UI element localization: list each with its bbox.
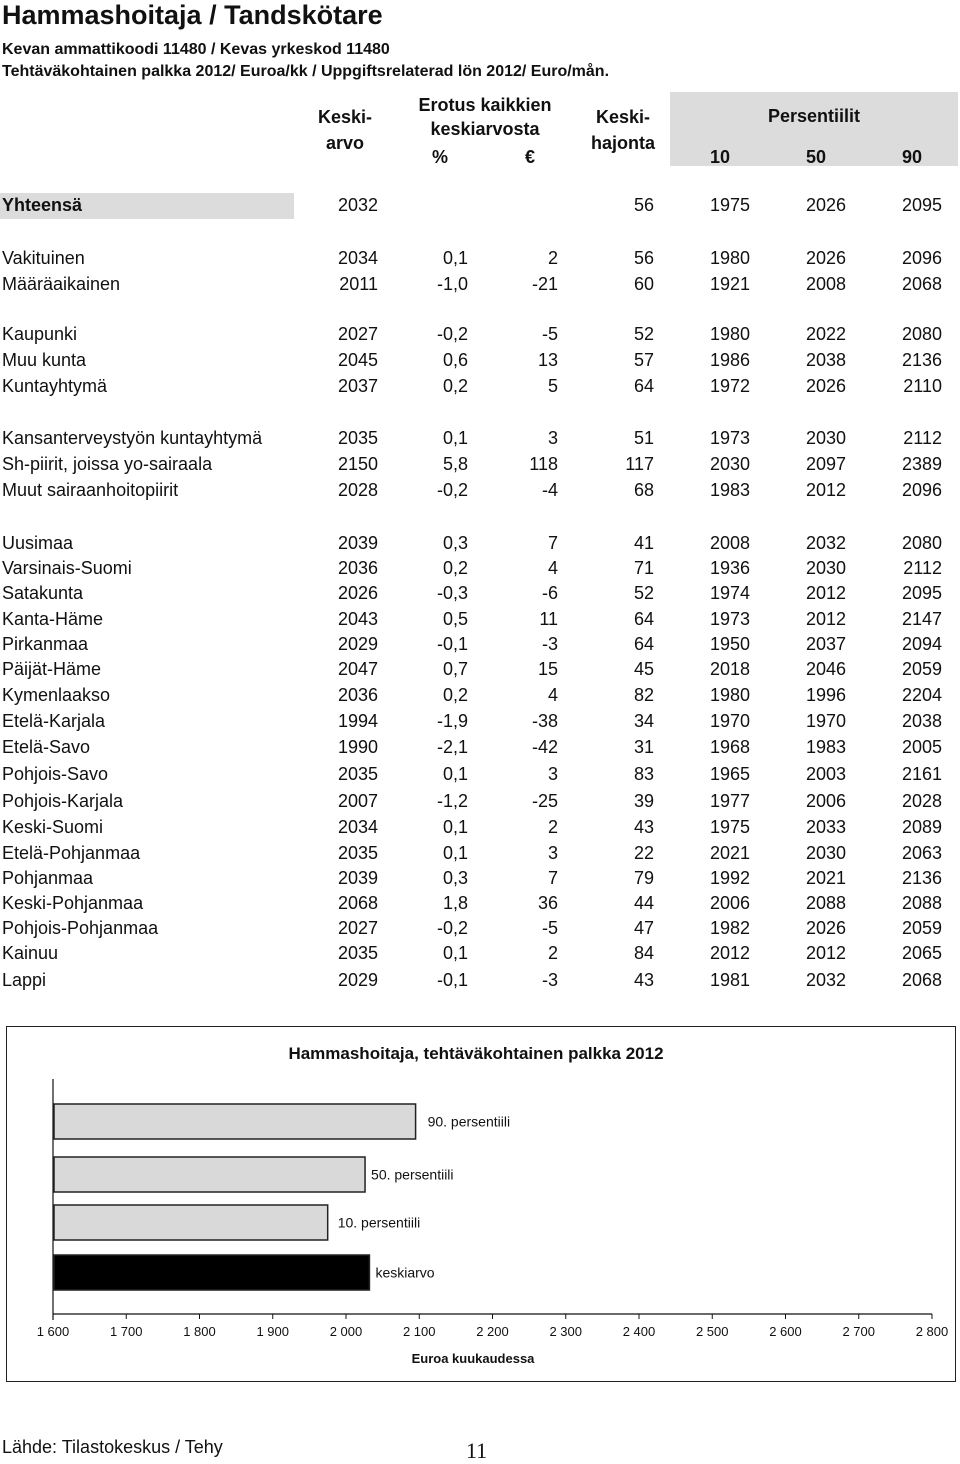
row-label: Kanta-Häme — [2, 609, 104, 629]
mean-cell: 2029 — [337, 634, 378, 654]
diff-percent-cell: -0,2 — [436, 918, 468, 938]
x-axis-label: Euroa kuukaudessa — [411, 1351, 535, 1366]
sd-cell: 43 — [633, 970, 654, 990]
row-label: Uusimaa — [2, 533, 74, 553]
diff-euro-cell: 118 — [529, 454, 558, 474]
page-number: 11 — [466, 1438, 488, 1463]
table-row — [0, 607, 960, 631]
mean-cell: 2039 — [337, 533, 378, 553]
x-tick-label-8: 2 400 — [622, 1324, 656, 1339]
x-tick-label-3: 1 900 — [256, 1324, 290, 1339]
p50-cell: 2012 — [805, 609, 846, 629]
p50-cell: 2012 — [805, 943, 846, 963]
table-row — [0, 478, 960, 502]
diff-euro-cell: -5 — [541, 324, 558, 344]
bar-label-1: 50. persentiili — [371, 1166, 454, 1183]
diff-percent-cell: 0,3 — [442, 533, 468, 553]
row-label: Vakituinen — [2, 248, 85, 268]
p50-cell: 2088 — [805, 893, 846, 913]
diff-euro-cell: 7 — [547, 868, 558, 888]
bar-1 — [54, 1157, 365, 1192]
diff-percent-cell: 0,2 — [442, 685, 468, 705]
header-mean-line1: Keski- — [317, 107, 373, 127]
diff-percent-cell: 0,2 — [442, 376, 468, 396]
row-label: Kuntayhtymä — [2, 376, 108, 396]
diff-euro-cell: 2 — [547, 248, 558, 268]
p90-cell: 2094 — [901, 634, 942, 654]
row-label: Muu kunta — [2, 350, 87, 370]
table-row — [0, 322, 960, 346]
p90-cell: 2147 — [901, 609, 942, 629]
diff-euro-cell: 36 — [537, 893, 558, 913]
header-p90: 90 — [901, 147, 922, 167]
p90-cell: 2005 — [901, 737, 942, 757]
p50-cell: 2026 — [805, 918, 846, 938]
row-label: Satakunta — [2, 583, 84, 603]
p90-cell: 2136 — [901, 350, 942, 370]
diff-euro-cell: 2 — [547, 943, 558, 963]
sd-cell: 56 — [633, 195, 654, 215]
p50-cell: 2026 — [805, 248, 846, 268]
diff-percent-cell: -1,9 — [436, 711, 468, 731]
total-row — [0, 193, 960, 217]
sd-cell: 45 — [633, 659, 654, 679]
diff-euro-cell: -3 — [541, 970, 558, 990]
p50-cell: 2032 — [805, 533, 846, 553]
mean-cell: 2034 — [337, 817, 378, 837]
sd-cell: 44 — [633, 893, 654, 913]
p50-cell: 2030 — [805, 558, 846, 578]
sd-cell: 52 — [633, 324, 654, 344]
mean-cell: 2011 — [339, 274, 378, 294]
p10-cell: 1970 — [709, 711, 750, 731]
diff-percent-cell: 0,7 — [442, 659, 468, 679]
table-row — [0, 866, 960, 890]
mean-cell: 1994 — [337, 711, 378, 731]
row-label: Päijät-Häme — [2, 659, 102, 679]
diff-euro-cell: -6 — [541, 583, 558, 603]
p10-cell: 1973 — [709, 428, 750, 448]
sd-cell: 117 — [625, 454, 654, 474]
mean-cell: 2036 — [337, 685, 378, 705]
p10-cell: 1975 — [709, 195, 750, 215]
sd-cell: 22 — [633, 843, 654, 863]
p50-cell: 2012 — [805, 480, 846, 500]
diff-euro-cell: -5 — [541, 918, 558, 938]
table-row — [0, 815, 960, 839]
diff-percent-cell: 0,1 — [442, 428, 468, 448]
header-diff-euro: € — [524, 147, 535, 167]
p50-cell: 2030 — [805, 428, 846, 448]
sd-cell: 39 — [633, 791, 654, 811]
diff-percent-cell: 1,8 — [442, 893, 468, 913]
diff-euro-cell: -21 — [531, 274, 558, 294]
diff-percent-cell: 0,3 — [442, 868, 468, 888]
x-tick-label-7: 2 300 — [549, 1324, 583, 1339]
p90-cell: 2065 — [901, 943, 942, 963]
bar-label-2: 10. persentiili — [337, 1214, 421, 1231]
mean-cell: 1990 — [337, 737, 378, 757]
p50-cell: 2021 — [805, 868, 846, 888]
sd-cell: 56 — [633, 248, 654, 268]
table-row — [0, 891, 960, 915]
mean-cell: 2035 — [337, 764, 378, 784]
header-diff-percent: % — [431, 147, 448, 167]
mean-cell: 2047 — [337, 659, 378, 679]
diff-percent-cell: 0,1 — [442, 943, 468, 963]
x-tick-label-4: 2 000 — [329, 1324, 363, 1339]
header-p10: 10 — [709, 147, 730, 167]
p10-cell: 2008 — [709, 533, 750, 553]
diff-percent-cell: -0,2 — [436, 480, 468, 500]
p90-cell: 2095 — [901, 195, 942, 215]
diff-euro-cell: 3 — [547, 428, 558, 448]
sd-cell: 52 — [633, 583, 654, 603]
row-label: Pohjois-Savo — [2, 764, 109, 784]
diff-percent-cell: -0,1 — [436, 634, 468, 654]
p90-cell: 2389 — [901, 454, 942, 474]
p10-cell: 1972 — [709, 376, 750, 396]
row-label: Keski-Pohjanmaa — [2, 893, 144, 913]
p50-cell: 1970 — [805, 711, 846, 731]
diff-percent-cell: -0,2 — [436, 324, 468, 344]
header-mean-line2: arvo — [325, 133, 365, 153]
p90-cell: 2204 — [901, 685, 942, 705]
row-label: Pohjois-Karjala — [2, 791, 124, 811]
header-sd-line1: Keski- — [595, 107, 651, 127]
row-label: Kainuu — [2, 943, 59, 963]
mean-cell: 2035 — [337, 943, 378, 963]
table-row — [0, 452, 960, 476]
table-row — [0, 426, 960, 450]
p50-cell: 2037 — [805, 634, 846, 654]
mean-cell: 2045 — [337, 350, 378, 370]
p50-cell: 1996 — [805, 685, 846, 705]
mean-cell: 2032 — [337, 195, 378, 215]
diff-percent-cell: -0,1 — [436, 970, 468, 990]
header-diff-line1: Erotus kaikkien — [418, 95, 552, 115]
x-tick-label-11: 2 700 — [842, 1324, 876, 1339]
p90-cell: 2068 — [901, 274, 942, 294]
mean-cell: 2007 — [337, 791, 378, 811]
diff-percent-cell: -2,1 — [436, 737, 468, 757]
x-tick-label-12: 2 800 — [915, 1324, 949, 1339]
page-subtitle-code: Kevan ammattikoodi 11480 / Kevas yrkeskod 11480 — [2, 41, 390, 58]
diff-euro-cell: 4 — [547, 685, 558, 705]
table-row — [0, 683, 960, 707]
p50-cell: 1983 — [805, 737, 846, 757]
header-sd-line2: hajonta — [590, 133, 655, 153]
p90-cell: 2112 — [903, 558, 942, 578]
table-row — [0, 968, 960, 992]
diff-percent-cell: -0,3 — [436, 583, 468, 603]
p50-cell: 2030 — [805, 843, 846, 863]
p90-cell: 2038 — [901, 711, 942, 731]
diff-percent-cell: 0,1 — [442, 843, 468, 863]
diff-percent-cell: -1,2 — [436, 791, 468, 811]
p50-cell: 2046 — [805, 659, 846, 679]
diff-euro-cell: 11 — [539, 609, 558, 629]
p10-cell: 1983 — [709, 480, 750, 500]
sd-cell: 64 — [633, 634, 654, 654]
p10-cell: 2018 — [709, 659, 750, 679]
x-tick-label-1: 1 700 — [109, 1324, 143, 1339]
sd-cell: 84 — [633, 943, 654, 963]
p10-cell: 1981 — [709, 970, 750, 990]
p10-cell: 1950 — [709, 634, 750, 654]
p50-cell: 2038 — [805, 350, 846, 370]
p10-cell: 1980 — [709, 685, 750, 705]
sd-cell: 64 — [633, 609, 654, 629]
p90-cell: 2095 — [901, 583, 942, 603]
row-label: Pohjois-Pohjanmaa — [2, 918, 159, 938]
p90-cell: 2059 — [901, 659, 942, 679]
diff-euro-cell: 2 — [547, 817, 558, 837]
source-note: Lähde: Tilastokeskus / Tehy — [2, 1437, 223, 1457]
chart-frame — [6, 1026, 956, 1382]
sd-cell: 82 — [633, 685, 654, 705]
sd-cell: 31 — [633, 737, 654, 757]
sd-cell: 47 — [633, 918, 654, 938]
diff-percent-cell: 0,1 — [442, 764, 468, 784]
sd-cell: 34 — [633, 711, 654, 731]
diff-euro-cell: 3 — [547, 764, 558, 784]
table-row — [0, 632, 960, 656]
p90-cell: 2088 — [901, 893, 942, 913]
page-subtitle-unit: Tehtäväkohtainen palkka 2012/ Euroa/kk / Uppgiftsrelaterad lön 2012/ Euro/mån. — [2, 63, 610, 80]
sd-cell: 79 — [633, 868, 654, 888]
sd-cell: 41 — [633, 533, 654, 553]
diff-euro-cell: 15 — [537, 659, 558, 679]
mean-cell: 2039 — [337, 868, 378, 888]
table-row — [0, 789, 960, 813]
p50-cell: 2033 — [805, 817, 846, 837]
bar-label-3: keskiarvo — [375, 1264, 435, 1281]
diff-percent-cell: 0,5 — [442, 609, 468, 629]
sd-cell: 68 — [633, 480, 654, 500]
sd-cell: 83 — [633, 764, 654, 784]
row-label: Kymenlaakso — [2, 685, 111, 705]
p10-cell: 1992 — [709, 868, 750, 888]
p10-cell: 1974 — [709, 583, 750, 603]
p90-cell: 2096 — [901, 480, 942, 500]
p50-cell: 2026 — [805, 195, 846, 215]
row-label: Yhteensä — [2, 195, 83, 215]
table-row — [0, 272, 960, 296]
p50-cell: 2097 — [805, 454, 846, 474]
mean-cell: 2028 — [337, 480, 378, 500]
mean-cell: 2037 — [337, 376, 378, 396]
mean-cell: 2035 — [337, 843, 378, 863]
row-label: Varsinais-Suomi — [2, 558, 132, 578]
p90-cell: 2080 — [901, 324, 942, 344]
diff-percent-cell: -1,0 — [436, 274, 468, 294]
bar-label-0: 90. persentiili — [427, 1113, 511, 1130]
p10-cell: 1986 — [709, 350, 750, 370]
p10-cell: 2021 — [709, 843, 750, 863]
x-tick-label-9: 2 500 — [695, 1324, 729, 1339]
mean-cell: 2026 — [337, 583, 378, 603]
mean-cell: 2027 — [337, 918, 378, 938]
p10-cell: 1968 — [709, 737, 750, 757]
table-row — [0, 531, 960, 555]
p10-cell: 1965 — [709, 764, 750, 784]
mean-cell: 2043 — [337, 609, 378, 629]
p50-cell: 2022 — [805, 324, 846, 344]
p50-cell: 2008 — [805, 274, 846, 294]
row-label: Etelä-Karjala — [2, 711, 106, 731]
p90-cell: 2059 — [901, 918, 942, 938]
p10-cell: 1936 — [709, 558, 750, 578]
p10-cell: 1980 — [709, 248, 750, 268]
page-title: Hammashoitaja / Tandskötare — [2, 0, 383, 30]
row-label: Kansanterveystyön kuntayhtymä — [2, 428, 263, 448]
diff-euro-cell: -38 — [531, 711, 558, 731]
mean-cell: 2150 — [337, 454, 378, 474]
p50-cell: 2012 — [805, 583, 846, 603]
bar-3 — [54, 1255, 369, 1290]
sd-cell: 64 — [633, 376, 654, 396]
table-row — [0, 348, 960, 372]
mean-cell: 2027 — [337, 324, 378, 344]
table-row — [0, 841, 960, 865]
p90-cell: 2112 — [903, 428, 942, 448]
row-label: Muut sairaanhoitopiirit — [2, 480, 179, 500]
diff-euro-cell: -25 — [531, 791, 558, 811]
p90-cell: 2063 — [901, 843, 942, 863]
bar-2 — [54, 1205, 328, 1240]
diff-euro-cell: -42 — [531, 737, 558, 757]
salary-chart — [7, 1027, 954, 1380]
header-diff-line2: keskiarvosta — [430, 119, 540, 139]
x-tick-label-0: 1 600 — [36, 1324, 70, 1339]
p90-cell: 2110 — [903, 376, 942, 396]
table-row — [0, 916, 960, 940]
x-tick-label-6: 2 200 — [476, 1324, 509, 1339]
sd-cell: 51 — [633, 428, 654, 448]
diff-percent-cell: 0,6 — [442, 350, 468, 370]
table-row — [0, 374, 960, 398]
p10-cell: 2030 — [709, 454, 750, 474]
p10-cell: 2012 — [709, 943, 750, 963]
row-label: Kaupunki — [2, 324, 78, 344]
table-row — [0, 556, 960, 580]
diff-euro-cell: 13 — [537, 350, 558, 370]
mean-cell: 2035 — [337, 428, 378, 448]
mean-cell: 2029 — [337, 970, 378, 990]
x-tick-label-2: 1 800 — [183, 1324, 216, 1339]
x-tick-label-5: 2 100 — [402, 1324, 436, 1339]
p50-cell: 2026 — [805, 376, 846, 396]
sd-cell: 43 — [633, 817, 654, 837]
p90-cell: 2136 — [901, 868, 942, 888]
p90-cell: 2028 — [901, 791, 942, 811]
mean-cell: 2036 — [337, 558, 378, 578]
row-label: Sh-piirit, joissa yo-sairaala — [2, 454, 213, 474]
table-row — [0, 581, 960, 605]
row-label: Etelä-Pohjanmaa — [2, 843, 141, 863]
row-label: Pirkanmaa — [2, 634, 89, 654]
table-row — [0, 762, 960, 786]
row-label: Määräaikainen — [2, 274, 121, 294]
row-label: Keski-Suomi — [2, 817, 104, 837]
sd-cell: 60 — [633, 274, 654, 294]
x-tick-label-10: 2 600 — [769, 1324, 802, 1339]
row-label: Pohjanmaa — [2, 868, 94, 888]
mean-cell: 2068 — [337, 893, 378, 913]
mean-cell: 2034 — [337, 248, 378, 268]
p10-cell: 1980 — [709, 324, 750, 344]
diff-percent-cell: 0,2 — [442, 558, 468, 578]
diff-euro-cell: 3 — [547, 843, 558, 863]
p10-cell: 1977 — [709, 791, 750, 811]
header-percentiles: Persentiilit — [767, 106, 861, 126]
p10-cell: 2006 — [709, 893, 750, 913]
diff-euro-cell: 5 — [547, 376, 558, 396]
diff-euro-cell: 4 — [547, 558, 558, 578]
p10-cell: 1921 — [709, 274, 750, 294]
p50-cell: 2032 — [805, 970, 846, 990]
p90-cell: 2080 — [901, 533, 942, 553]
p90-cell: 2096 — [901, 248, 942, 268]
table-row — [0, 735, 960, 759]
diff-euro-cell: 7 — [547, 533, 558, 553]
table-row — [0, 246, 960, 270]
p90-cell: 2089 — [901, 817, 942, 837]
p10-cell: 1982 — [709, 918, 750, 938]
p90-cell: 2161 — [901, 764, 942, 784]
header-p50: 50 — [805, 147, 826, 167]
chart-title: Hammashoitaja, tehtäväkohtainen palkka 2012 — [288, 1044, 664, 1063]
p90-cell: 2068 — [901, 970, 942, 990]
diff-percent-cell: 5,8 — [442, 454, 468, 474]
row-label: Lappi — [2, 970, 47, 990]
table-row — [0, 657, 960, 681]
diff-euro-cell: -3 — [541, 634, 558, 654]
p50-cell: 2006 — [805, 791, 846, 811]
table-row — [0, 709, 960, 733]
table-row — [0, 941, 960, 965]
sd-cell: 57 — [633, 350, 654, 370]
diff-euro-cell: -4 — [541, 480, 558, 500]
row-label: Etelä-Savo — [2, 737, 91, 757]
p50-cell: 2003 — [805, 764, 846, 784]
diff-percent-cell: 0,1 — [442, 248, 468, 268]
sd-cell: 71 — [633, 558, 654, 578]
bar-0 — [54, 1104, 416, 1139]
diff-percent-cell: 0,1 — [442, 817, 468, 837]
p10-cell: 1973 — [709, 609, 750, 629]
p10-cell: 1975 — [709, 817, 750, 837]
